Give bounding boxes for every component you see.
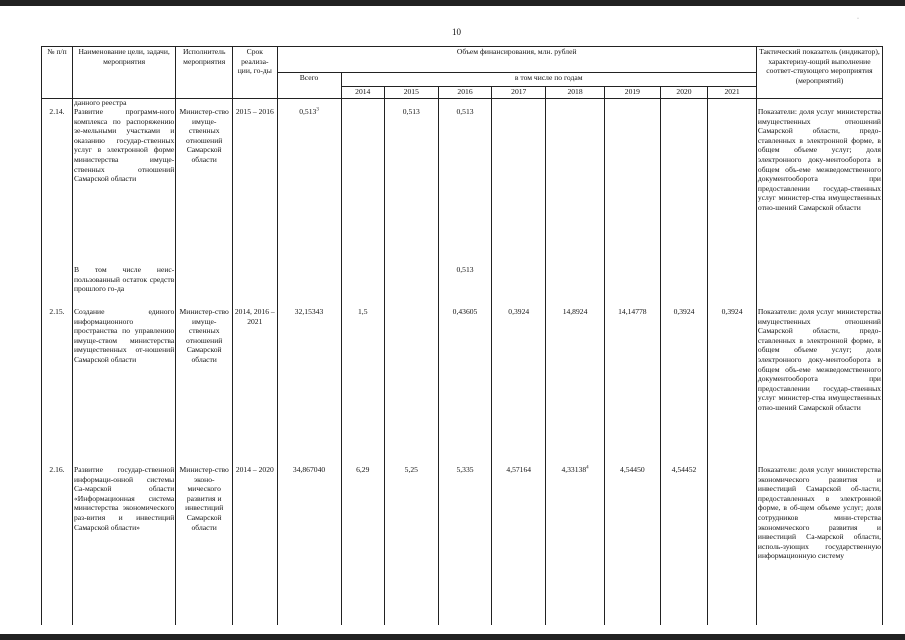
top-border: [0, 0, 905, 6]
row-executor: Министер-ство имуще-ственных отношений Самарской области: [176, 307, 233, 465]
row-term: 2014 – 2020: [233, 465, 277, 625]
header-year: 2020: [660, 87, 708, 99]
row-value: 0,513: [438, 265, 492, 307]
row-indicator: Показатели: доля услуг министерства имущественных отношений Самарской области, предо-ставленных в электронной форме, в общем объеме услуг; доля электронного доку-ментооборота в общем объ-еме межведомственного документооборота при предоставлении государ-ственных услуг министер-ства имущественных отно-шений Самарской области: [756, 307, 882, 465]
row-value: 6,29: [341, 465, 384, 625]
header-year: 2017: [492, 87, 546, 99]
row-value: 14,8924: [546, 307, 605, 465]
header-year: 2018: [546, 87, 605, 99]
header-year: 2021: [708, 87, 757, 99]
row-term: 2015 – 2016: [233, 107, 277, 265]
row-number: 2.15.: [42, 307, 73, 465]
row-value: [341, 107, 384, 265]
footnote-mark: 4: [586, 465, 589, 471]
table-row: [42, 465, 883, 625]
row-executor: Министер-ство эконо-мического развития и инвестиций Самарской области: [176, 465, 233, 625]
header-year: 2019: [604, 87, 660, 99]
row-total-value: 0,513: [299, 107, 317, 116]
table-row: [42, 307, 883, 465]
page-number: 10: [452, 27, 461, 37]
row-value: [384, 307, 438, 465]
row-executor: Министер-ство имуще-ственных отношений Самарской области: [176, 107, 233, 265]
row-value: [546, 265, 605, 307]
header-executor: Исполнитель мероприятия: [176, 47, 233, 99]
row-value: [546, 107, 605, 265]
row-term: 2014, 2016 – 2021: [233, 307, 277, 465]
row-value: [660, 265, 708, 307]
row-value-text: 4,33138: [561, 465, 587, 474]
row-value: 0,513: [384, 107, 438, 265]
row-value: [708, 107, 757, 265]
row-value: [708, 265, 757, 307]
row-value: 4,54450: [604, 465, 660, 625]
row-number: 2.14.: [42, 107, 73, 265]
row-value: 5,335: [438, 465, 492, 625]
row-value: [660, 107, 708, 265]
header-by-year: в том числе по годам: [341, 73, 756, 87]
header-name: Наименование цели, задачи, мероприятия: [72, 47, 175, 99]
row-value: [604, 265, 660, 307]
row-number: 2.16.: [42, 465, 73, 625]
row-name: Развитие государ-ственной информаци-онной системы Са-марской области «Информационная система министерства экономического раз-вития и инвестиций Самарской области»: [72, 465, 175, 625]
financing-table: [41, 46, 883, 625]
bottom-border: [0, 634, 905, 640]
row-value: [546, 465, 605, 625]
header-year: 2015: [384, 87, 438, 99]
row-value: [384, 265, 438, 307]
row-name: Развитие программ-ного комплекса по распоряжению зе-мельными участками и оказанию государ-ственных услуг в электронной форме министерства имуще-ственных отношений Самарской области: [72, 107, 175, 265]
header-funding: Объем финансирования, млн. рублей: [277, 47, 756, 73]
header-year: 2014: [341, 87, 384, 99]
row-total: 32,15343: [277, 307, 341, 465]
row-value: 4,54452: [660, 465, 708, 625]
table-row: [42, 107, 883, 265]
row-name: Создание единого информационного пространства по управлению имуще-ством министерства имущественных от-ношений Самарской области: [72, 307, 175, 465]
row-value: 0,3924: [492, 307, 546, 465]
row-total: [277, 107, 341, 265]
header-indicator: Тактический показатель (индикатор), характеризу-ющий выполнение соответ-ствующего мероприятия (мероприятий): [756, 47, 882, 99]
row-value: 0,513: [438, 107, 492, 265]
row-value: [492, 107, 546, 265]
row-name: данного реестра: [72, 99, 175, 108]
row-value: [341, 265, 384, 307]
header-term: Срок реализа-ции, го-ды: [233, 47, 277, 99]
header-year: 2016: [438, 87, 492, 99]
row-value: 5,25: [384, 465, 438, 625]
footnote-mark: 3: [316, 107, 319, 113]
row-indicator: Показатели: доля услуг министерства экономического развития и инвестиций Самарской об-ласти, предоставленных в электронной форме, в об-щем объеме услуг; доля сотрудников мини-стерства экономического развития и инвестиций Са-марской области, исполь-зующих государственную информационную систему: [756, 465, 882, 625]
header-num: № п/п: [42, 47, 73, 99]
row-value: [492, 265, 546, 307]
table-row: [42, 99, 883, 108]
row-value: 0,43605: [438, 307, 492, 465]
row-value: 1,5: [341, 307, 384, 465]
row-total: 34,867040: [277, 465, 341, 625]
speck: ·: [857, 16, 859, 22]
row-value: [708, 465, 757, 625]
row-value: 0,3924: [708, 307, 757, 465]
row-name: В том числе неис-пользованный остаток средств прошлого го-да: [72, 265, 175, 307]
row-value: [604, 107, 660, 265]
table-header: [42, 47, 883, 99]
header-total: Всего: [277, 73, 341, 99]
row-indicator: Показатели: доля услуг министерства имущественных отношений Самарской области, предо-ставленных в электронной форме, в общем объеме услуг; доля электронного доку-ментооборота в общем объ-еме межведомственного документооборота при предоставлении государ-ственных услуг министер-ства имущественных отно-шений Самарской области: [756, 107, 882, 265]
table-row: [42, 265, 883, 307]
row-value: 14,14778: [604, 307, 660, 465]
row-value: 0,3924: [660, 307, 708, 465]
row-value: 4,57164: [492, 465, 546, 625]
